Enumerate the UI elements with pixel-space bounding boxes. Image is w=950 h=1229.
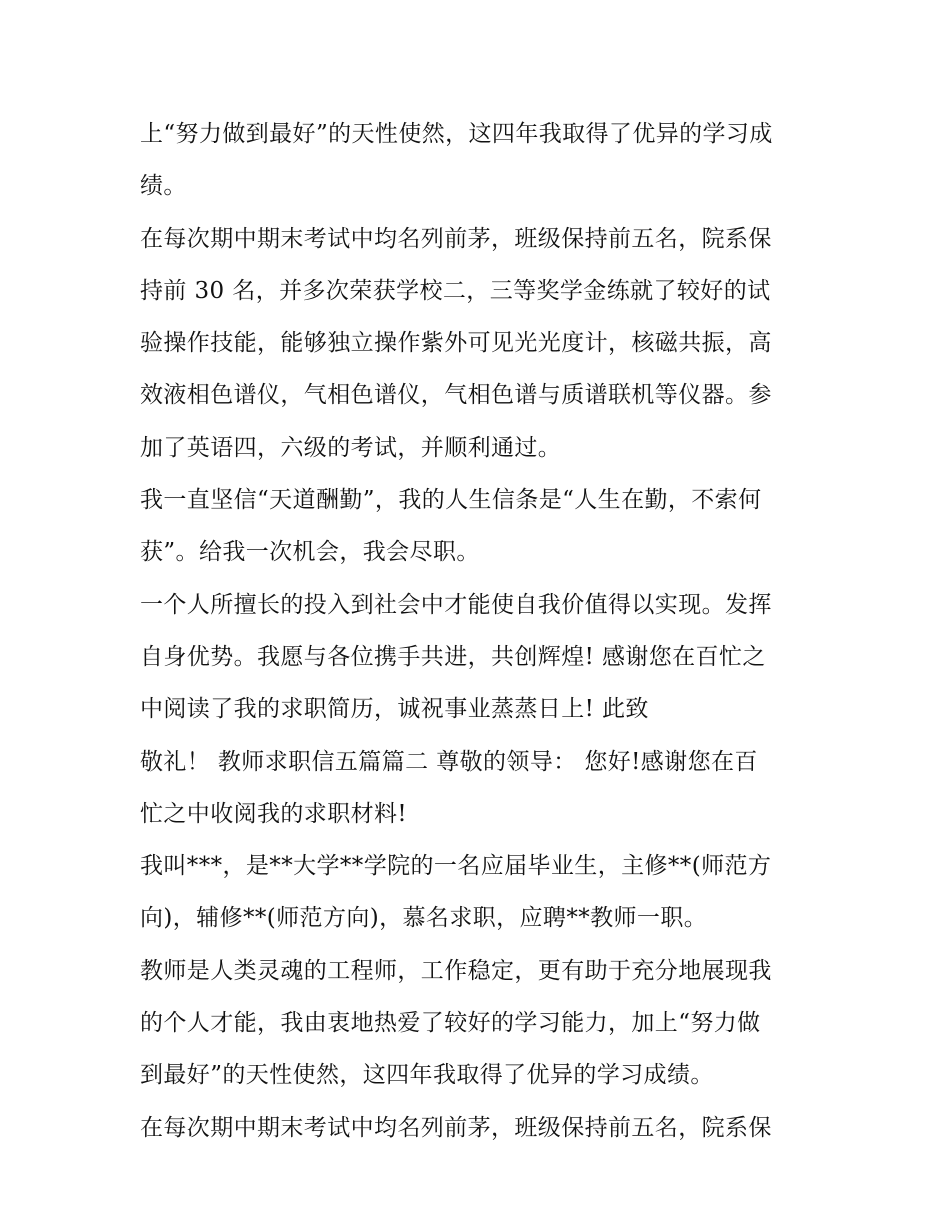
text-line: 验操作技能，能够独立操作紫外可见光光度计，核磁共振，高 — [140, 330, 772, 357]
text-line: 中阅读了我的求职简历，诚祝事业蒸蒸日上! 此致 — [140, 696, 649, 723]
text-line: 效液相色谱仪，气相色谱仪，气相色谱与质谱联机等仪器。参 — [140, 382, 772, 409]
text-line: 教师是人类灵魂的工程师，工作稳定，更有助于充分地展现我 — [140, 957, 772, 984]
text-line: 在每次期中期末考试中均名列前茅，班级保持前五名，院系保 — [140, 1114, 772, 1141]
text-line: 我一直坚信“天道酬勤”，我的人生信条是“人生在勤，不索何 — [140, 487, 762, 514]
text-line: 忙之中收阅我的求职材料! — [140, 800, 408, 827]
text-line: 在每次期中期末考试中均名列前茅，班级保持前五名，院系保 — [140, 225, 772, 252]
text-line: 敬礼！ 教师求职信五篇篇二 尊敬的领导： 您好!感谢您在百 — [140, 748, 758, 775]
text-line: 到最好”的天性使然，这四年我取得了优异的学习成绩。 — [140, 1062, 714, 1089]
text-line: 绩。 — [140, 173, 187, 200]
text-line: 一个人所擅长的投入到社会中才能使自我价值得以实现。发挥 — [140, 591, 772, 618]
text-line: 加了英语四，六级的考试，并顺利通过。 — [140, 434, 562, 461]
text-line: 我叫***，是**大学**学院的一名应届毕业生，主修**(师范方 — [140, 853, 772, 880]
text-line: 获”。给我一次机会，我会尽职。 — [140, 539, 480, 566]
text-line: 上“努力做到最好”的天性使然，这四年我取得了优异的学习成 — [140, 121, 773, 147]
text-line: 的个人才能，我由衷地热爱了较好的学习能力，加上“努力做 — [140, 1010, 761, 1037]
body-text — [140, 108, 820, 1154]
text-line: 自身优势。我愿与各位携手共进，共创辉煌! 感谢您在百忙之 — [140, 643, 766, 670]
text-line: 向)，辅修**(师范方向)，慕名求职，应聘**教师一职。 — [140, 905, 708, 932]
text-line: 持前 30 名，并多次荣获学校二，三等奖学金练就了较好的试 — [140, 277, 771, 304]
